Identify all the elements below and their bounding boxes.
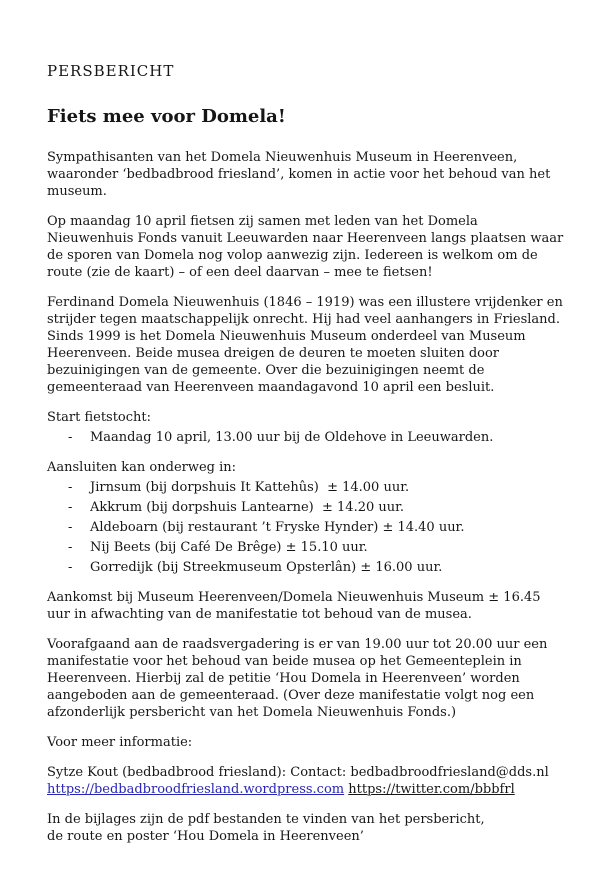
page-title: Fiets mee voor Domela! — [47, 106, 286, 127]
list-item: - Akkrum (bij dorpshuis Lantearne) ± 14.20 uur. — [47, 499, 567, 516]
more-info-heading: Voor meer informatie: — [47, 735, 193, 750]
join-list — [47, 479, 567, 576]
start-list — [47, 429, 567, 446]
contact-line: Sytze Kout (bedbadbrood friesland): Contact: bedbadbroodfriesland@dds.nl — [47, 765, 549, 780]
attachments-paragraph — [47, 811, 567, 845]
wordpress-link[interactable]: https://bedbadbroodfriesland.wordpress.com — [47, 782, 345, 797]
list-item: - Nij Beets (bij Café De Brêge) ± 15.10 uur. — [47, 539, 567, 556]
start-section — [47, 409, 567, 446]
contact-block — [47, 764, 567, 798]
join-section — [47, 459, 567, 576]
history-paragraph: Ferdinand Domela Nieuwenhuis (1846 – 1919) was een illustere vrijdenker en strijder tegen maatschappelijk onrecht. Hij had veel aanhangers in Friesland. Sinds 1999 is het Domela Nieuwenhuis Museum onderdeel van Museum Heerenveen. Beide musea dreigen de deuren te moeten sluiten door bezuinigingen van de gemeente. Over die bezuinigingen neemt de gemeenteraad van Heerenveen maandagavond 10 april een besluit. — [47, 295, 563, 395]
intro-paragraph: Sympathisanten van het Domela Nieuwenhuis Museum in Heerenveen, waaronder ‘bedbadbrood friesland’, komen in actie voor het behoud van het museum. — [47, 150, 551, 199]
attachments-line-2: de route en poster ‘Hou Domela in Heerenveen’ — [47, 829, 364, 844]
list-item: - Maandag 10 april, 13.00 uur bij de Oldehove in Leeuwarden. — [47, 429, 567, 446]
arrival-paragraph: Aankomst bij Museum Heerenveen/Domela Nieuwenhuis Museum ± 16.45 uur in afwachting van de manifestatie tot behoud van de musea. — [47, 590, 541, 622]
start-section-heading: Start fietstocht: — [47, 410, 152, 425]
list-item: - Jirnsum (bij dorpshuis It Kattehûs) ± 14.00 uur. — [47, 479, 567, 496]
route-paragraph: Op maandag 10 april fietsen zij samen met leden van het Domela Nieuwenhuis Fonds vanuit Leeuwarden naar Heerenveen langs plaatsen waar de sporen van Domela nog volop aanwezig zijn. Iedereen is welkom om de route (zie de kaart) – of een deel daarvan – mee te fietsen! — [47, 214, 564, 280]
manifestation-paragraph: Voorafgaand aan de raadsvergadering is er van 19.00 uur tot 20.00 uur een manifestatie voor het behoud van beide musea op het Gemeenteplein in Heerenveen. Hierbij zal de petitie ‘Hou Domela in Heerenveen’ worden aangeboden aan de gemeenteraad. (Over deze manifestatie volgt nog een afzonderlijk persbericht van het Domela Nieuwenhuis Fonds.) — [47, 637, 548, 720]
attachments-line-1: In de bijlages zijn de pdf bestanden te vinden van het persbericht, — [47, 812, 485, 827]
twitter-link[interactable]: https://twitter.com/bbbfrl — [348, 782, 515, 797]
list-item: - Gorredijk (bij Streekmuseum Opsterlân) ± 16.00 uur. — [47, 559, 567, 576]
join-section-heading: Aansluiten kan onderweg in: — [47, 460, 237, 475]
kicker: PERSBERICHT — [47, 62, 175, 80]
list-item: - Aldeboarn (bij restaurant ’t Fryske Hynder) ± 14.40 uur. — [47, 519, 567, 536]
